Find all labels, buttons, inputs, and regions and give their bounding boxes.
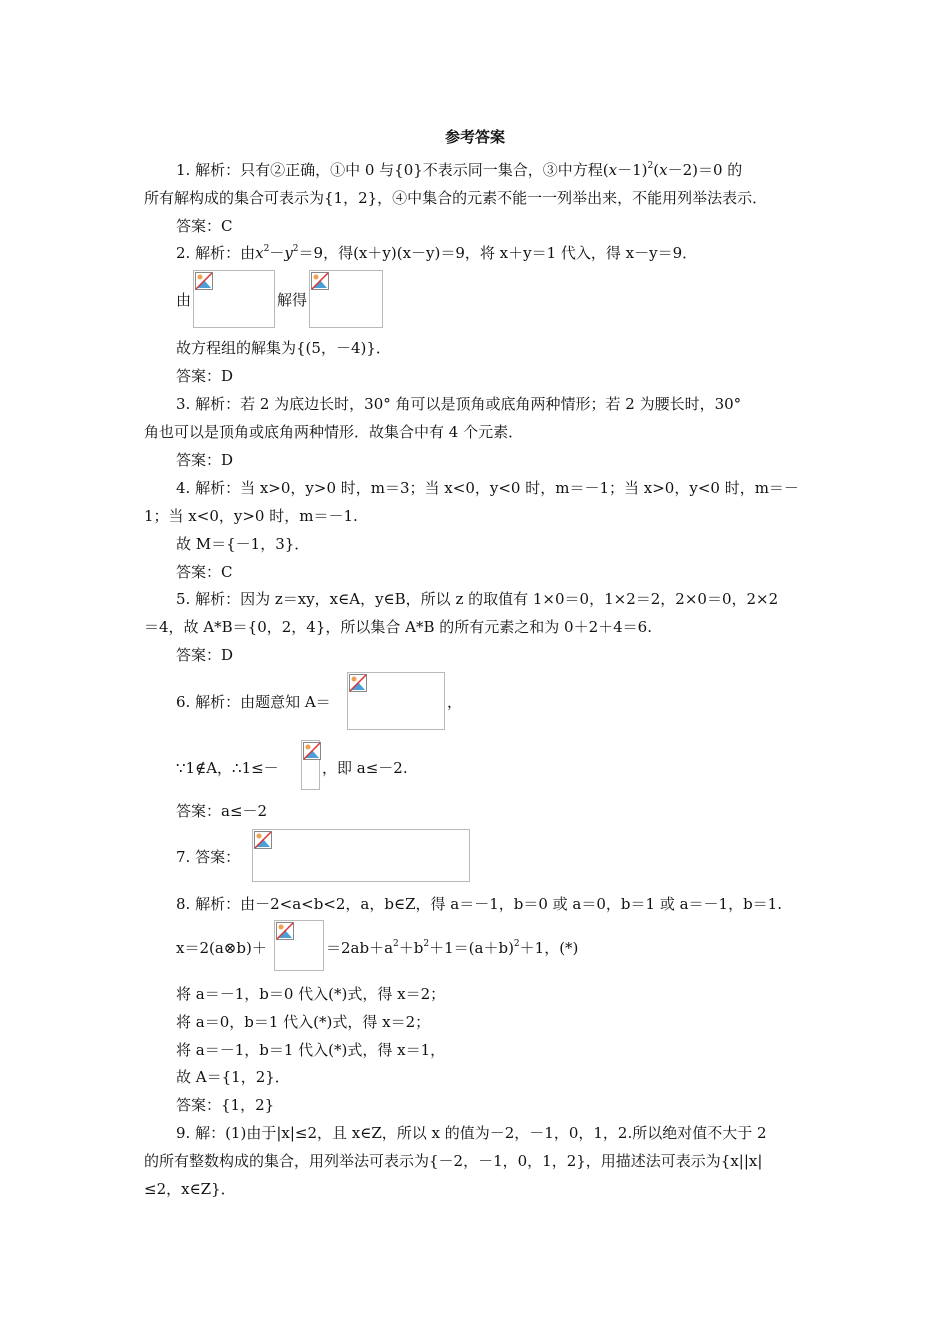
- fraction-image-placeholder: [301, 740, 320, 790]
- superscript: 2: [513, 939, 520, 949]
- equation-image-placeholder: [193, 270, 275, 328]
- q2-jiede-label: 解得: [277, 291, 308, 309]
- q4-answer: 答案：C: [176, 563, 233, 581]
- var-x: x: [659, 161, 668, 179]
- q2-line-1: [176, 243, 697, 263]
- superscript: 2: [393, 939, 399, 949]
- q4-line-1: 4. 解析：当 x>0，y>0 时，m＝3；当 x<0，y<0 时，m＝－1；当 x>0，y<0 时，m＝－: [176, 479, 799, 497]
- q8-line-2-post: [326, 938, 578, 958]
- q5-answer: 答案：D: [176, 646, 234, 664]
- superscript: 2: [292, 244, 299, 254]
- text: －1): [617, 161, 648, 179]
- superscript: 2: [423, 939, 430, 949]
- q1-line-1: [176, 160, 742, 180]
- broken-image-icon: [349, 674, 367, 692]
- q2-you-label: 由: [176, 291, 192, 309]
- q5-line-1: 5. 解析：因为 z＝xy，x∈A，y∈B，所以 z 的取值有 1×0＝0，1×2＝2，2×0＝0，2×2: [176, 590, 779, 608]
- q4-line-3: 故 M＝{－1，3}．: [176, 535, 310, 553]
- text: (: [653, 161, 660, 179]
- answer-image-placeholder: [252, 829, 470, 882]
- q6-line-1: 6. 解析：由题意知 A＝: [176, 693, 331, 711]
- q3-line-2: 角也可以是顶角或底角两种情形．故集合中有 4 个元素．: [144, 423, 524, 441]
- q9-line-2: 的所有整数构成的集合，用列举法可表示为{－2，－1，0，1，2}，用描述法可表示为{x||x|: [144, 1152, 763, 1170]
- text: －2)＝0 的: [667, 161, 743, 179]
- text: －: [269, 244, 285, 262]
- q5-line-2: ＝4，故 A*B＝{0，2，4}，所以集合 A*B 的所有元素之和为 0＋2＋4＝6.: [144, 618, 652, 636]
- q1-answer: 答案：C: [176, 217, 233, 235]
- superscript: 2: [263, 244, 270, 254]
- q8-line-2-pre: x＝2(a⊗b)＋: [176, 939, 267, 957]
- q8-line-5: 将 a＝－1，b＝1 代入(*)式，得 x＝1，: [176, 1041, 446, 1059]
- text: ＋1，(*): [519, 939, 579, 957]
- q6-comma: ，: [447, 693, 463, 711]
- q4-line-2: 1；当 x<0，y>0 时，m＝－1.: [144, 507, 358, 525]
- text: ，得(x＋y)(x－y)＝9，将 x＋y＝1 代入，得 x－y＝9．: [323, 244, 698, 262]
- text: ＝2ab＋a: [326, 939, 394, 957]
- broken-image-icon: [303, 742, 321, 760]
- q8-line-3: 将 a＝－1，b＝0 代入(*)式，得 x＝2；: [176, 985, 446, 1003]
- equation-image-placeholder: [347, 672, 445, 730]
- q8-answer: 答案：{1，2}: [176, 1096, 275, 1114]
- var-x: x: [608, 161, 618, 179]
- q2-answer: 答案：D: [176, 367, 234, 385]
- q3-answer: 答案：D: [176, 451, 234, 469]
- q1-line-2: 所有解构成的集合可表示为{1，2}，④中集合的元素不能一一列举出来，不能用列举法表示．: [144, 189, 768, 207]
- broken-image-icon: [195, 272, 213, 290]
- text: 1. 解析：只有②正确，①中 0 与{0}不表示同一集合，③中方程(: [176, 161, 609, 179]
- superscript: 2: [647, 161, 654, 171]
- q7-answer: 7. 答案：: [176, 848, 241, 866]
- text: ＋b: [398, 939, 424, 957]
- page-title: 参考答案: [444, 128, 505, 146]
- text: ＋1＝(a＋b): [429, 939, 514, 957]
- broken-image-icon: [276, 922, 294, 940]
- q8-line-4: 将 a＝0，b＝1 代入(*)式，得 x＝2；: [176, 1013, 431, 1031]
- text: ＝9: [298, 244, 324, 262]
- q9-line-3: ≤2，x∈Z}．: [144, 1180, 236, 1198]
- fraction-image-placeholder: [274, 920, 324, 971]
- broken-image-icon: [311, 272, 329, 290]
- q6-line-2-pre: ∵1∉A，∴1≤－: [176, 759, 279, 777]
- q6-line-2-post: ，即 a≤－2.: [322, 759, 408, 777]
- q3-line-1: 3. 解析：若 2 为底边长时，30° 角可以是顶角或底角两种情形；若 2 为腰长时，30°: [176, 395, 742, 413]
- broken-image-icon: [254, 831, 272, 849]
- var-y: y: [284, 244, 293, 262]
- q8-line-1: 8. 解析：由－2<a<b<2，a，b∈Z，得 a＝－1，b＝0 或 a＝0，b＝1 或 a＝－1，b＝1.: [176, 895, 782, 913]
- text: 2. 解析：由: [176, 244, 256, 262]
- q6-answer: 答案：a≤－2: [176, 802, 268, 820]
- equation-image-placeholder: [309, 270, 383, 328]
- q9-line-1: 9. 解：(1)由于|x|≤2，且 x∈Z，所以 x 的值为－2，－1，0，1，2.所以绝对值不大于 2: [176, 1124, 767, 1142]
- var-x: x: [255, 244, 264, 262]
- q2-line-3: 故方程组的解集为{(5，－4)}．: [176, 339, 391, 357]
- q8-line-6: 故 A＝{1，2}．: [176, 1068, 290, 1086]
